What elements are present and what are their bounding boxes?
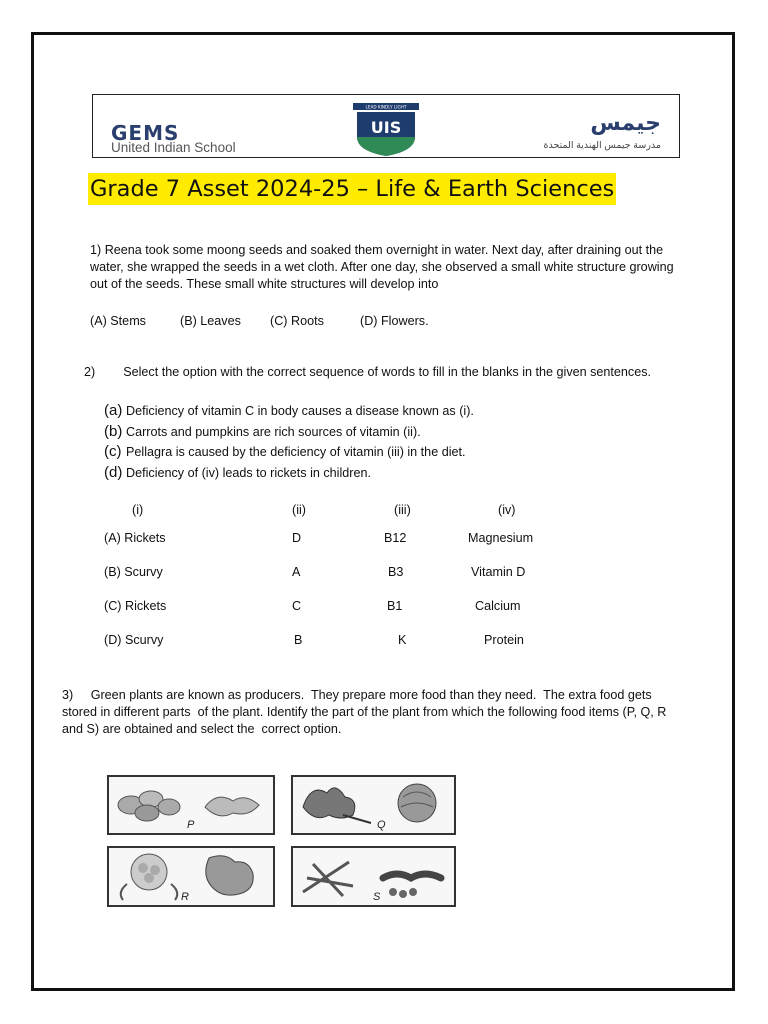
table-row-c-col2: C bbox=[292, 599, 302, 613]
food-image-p-label: P bbox=[187, 819, 195, 831]
q2-letter-a: (a) bbox=[104, 402, 123, 419]
food-image-s-label: S bbox=[373, 891, 381, 903]
table-row-b-col2: A bbox=[292, 565, 301, 579]
food-image-s bbox=[291, 846, 456, 907]
q2-statement-a bbox=[104, 402, 474, 420]
uis-logo-text: UIS bbox=[370, 118, 402, 137]
uis-motto: LEAD KINDLY LIGHT bbox=[365, 104, 407, 110]
q2-letter-d: (d) bbox=[104, 464, 123, 481]
question-1-text: 1) Reena took some moong seeds and soaked them overnight in water. Next day, after draining out the water, she wrapped the seeds in a wet cloth. After one day, she observed a small white structure growing out of the seeds. These small white structures will develop into bbox=[90, 243, 674, 291]
q2-letter-c: (c) bbox=[104, 443, 122, 460]
table-header-ii: (ii) bbox=[292, 503, 306, 517]
arabic-logo: جيمس bbox=[590, 111, 661, 136]
table-header-iii: (iii) bbox=[394, 503, 411, 517]
table-row-b-col4: Vitamin D bbox=[471, 565, 526, 579]
table-header-i: (i) bbox=[132, 503, 144, 517]
q1-option-a: (A) Stems bbox=[90, 314, 146, 328]
school-name: United Indian School bbox=[111, 140, 236, 155]
table-row-d-col3: K bbox=[398, 633, 407, 647]
question-1-options bbox=[90, 313, 429, 330]
q1-option-c: (C) Roots bbox=[270, 314, 324, 328]
table-row-c-col1: (C) Rickets bbox=[104, 599, 167, 613]
q2-text-a: Deficiency of vitamin C in body causes a disease known as (i). bbox=[126, 404, 474, 418]
question-3-text: 3) Green plants are known as producers. They prepare more food than they need. The extra food gets stored in different parts of the plant. Identify the part of the plant from which the following food items (P, Q, R and S) are obtained and select the correct option. bbox=[62, 688, 670, 736]
table-row-a-col1: (A) Rickets bbox=[104, 531, 166, 545]
table-row-a-col3: B12 bbox=[384, 531, 407, 545]
q2-text-b: Carrots and pumpkins are rich sources of vitamin (ii). bbox=[126, 425, 421, 439]
uis-shield-logo bbox=[351, 101, 421, 157]
table-row-a-col4: Magnesium bbox=[468, 531, 534, 545]
q2-text-c: Pellagra is caused by the deficiency of vitamin (iii) in the diet. bbox=[126, 445, 466, 459]
food-image-q-label: Q bbox=[377, 819, 386, 831]
table-header-iv: (iv) bbox=[498, 503, 516, 517]
food-image-p bbox=[107, 775, 275, 835]
table-row-d-col4: Protein bbox=[484, 633, 524, 647]
table-row-b-col3: B3 bbox=[388, 565, 404, 579]
title-wrap bbox=[88, 176, 616, 203]
page-title: Grade 7 Asset 2024-25 – Life & Earth Sciences bbox=[88, 173, 616, 205]
table-row-d-col1: (D) Scurvy bbox=[104, 633, 164, 647]
school-header bbox=[92, 94, 680, 158]
table-row-c-col3: B1 bbox=[387, 599, 403, 613]
food-image-r bbox=[107, 846, 275, 907]
gems-logo: GEMS bbox=[111, 121, 180, 145]
question-2-text: 2) Select the option with the correct sequence of words to fill in the blanks in the given sentences. bbox=[84, 365, 652, 379]
q2-letter-b: (b) bbox=[104, 423, 123, 440]
food-image-q bbox=[291, 775, 456, 835]
q2-text-d: Deficiency of (iv) leads to rickets in children. bbox=[126, 466, 371, 480]
arabic-school-name: مدرسة جيمس الهندية المتحدة bbox=[543, 140, 661, 151]
table-row-b-col1: (B) Scurvy bbox=[104, 565, 163, 579]
q1-option-b: (B) Leaves bbox=[180, 314, 241, 328]
table-row-c-col4: Calcium bbox=[475, 599, 521, 613]
q2-statement-c bbox=[104, 443, 466, 461]
q1-option-d: (D) Flowers. bbox=[360, 314, 429, 328]
table-row-a-col2: D bbox=[292, 531, 302, 545]
q2-statement-b bbox=[104, 423, 421, 441]
table-row-d-col2: B bbox=[294, 633, 303, 647]
q2-statement-d bbox=[104, 464, 371, 482]
food-image-r-label: R bbox=[181, 891, 189, 903]
